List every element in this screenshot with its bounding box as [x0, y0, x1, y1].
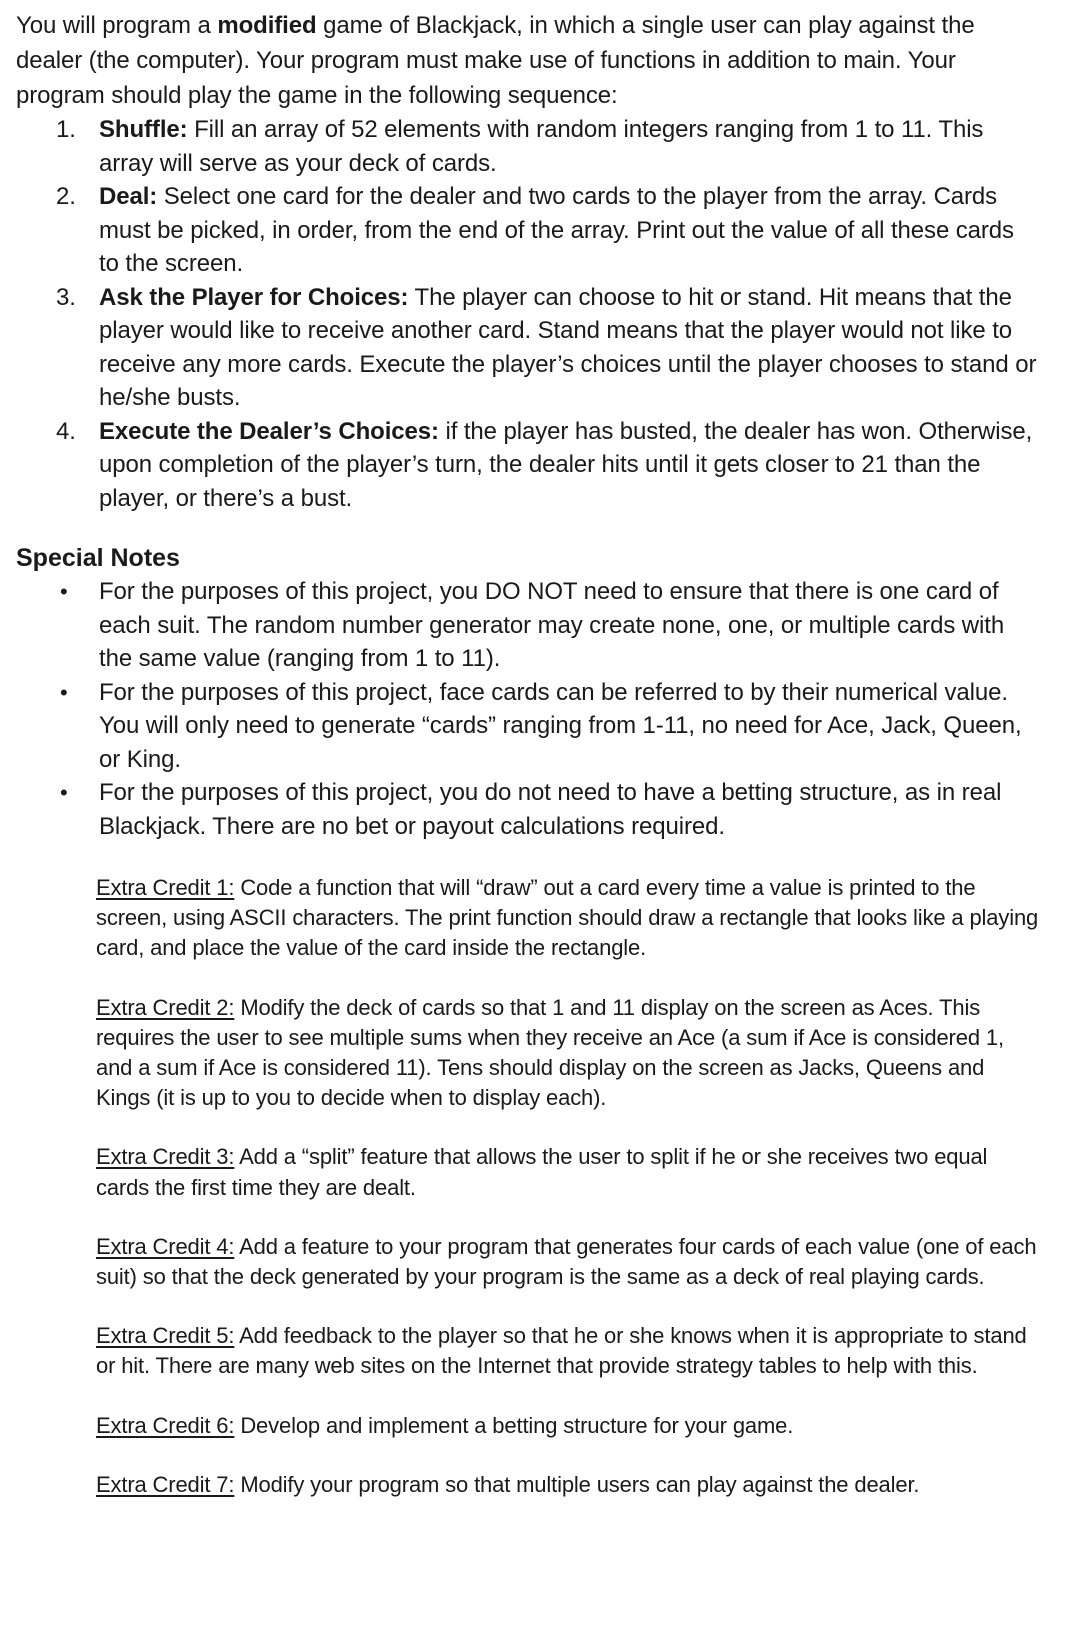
extra-credit-6: [96, 1411, 1040, 1441]
step-number: 4.: [56, 417, 76, 445]
step-term: Execute the Dealer’s Choices:: [99, 417, 439, 445]
extra-credit-text: Develop and implement a betting structure for your game.: [234, 1412, 794, 1438]
extra-credit-3: [96, 1142, 1040, 1202]
bullet-icon: •: [60, 780, 68, 805]
intro-paragraph: [16, 8, 1040, 113]
step-text: Select one card for the dealer and two cards to the player from the array. Cards must be picked, in order, from the end of the array. Print out the value of all these cards to the screen.: [99, 183, 1014, 277]
special-notes-list: [16, 575, 1040, 843]
extra-credit-label: Extra Credit 1:: [96, 875, 235, 900]
note-text: For the purposes of this project, face cards can be referred to by their numerical value. You will only need to generate “cards” ranging from 1-11, no need for Ace, Jack, Queen, or King.: [99, 678, 1022, 773]
step-term: Deal:: [99, 183, 158, 210]
extra-credit-label: Extra Credit 4:: [96, 1233, 235, 1259]
step-text: if the player has busted, the dealer has won. Otherwise, upon completion of the player’s turn, the dealer hits until it gets closer to 21 than the player, or there’s a bust.: [99, 417, 1033, 512]
note-text: For the purposes of this project, you do not need to have a betting structure, as in real Blackjack. There are no bet or payout calculations required.: [99, 779, 1002, 840]
step-text: The player can choose to hit or stand. Hit means that the player would like to receive another card. Stand means that the player would not like to receive any more cards. Execute the player’s choices until the player chooses to stand or he/she busts.: [99, 283, 1037, 411]
special-notes-heading: Special Notes: [16, 544, 180, 572]
extra-credit-4: [96, 1232, 1040, 1292]
note-item: [16, 676, 1040, 777]
intro-text-end: game of Blackjack, in which a single user can play against the dealer (the computer). Your program must make use of functions in addition to main. Your program should play the game in the following sequence:: [16, 12, 975, 109]
intro-text-start: You will program a: [16, 12, 218, 39]
extra-credit-text: Modify your program so that multiple users can play against the dealer.: [234, 1471, 920, 1497]
step-number: 3.: [56, 283, 76, 311]
extra-credit-text: Add a feature to your program that generates four cards of each value (one of each suit) so that the deck generated by your program is the same as a deck of real playing cards.: [96, 1233, 1037, 1290]
extra-credit-label: Extra Credit 3:: [96, 1144, 235, 1170]
extra-credit-5: [96, 1321, 1040, 1381]
extra-credit-1: [96, 873, 1040, 964]
step-item-shuffle: [16, 113, 1040, 180]
bullet-icon: •: [60, 579, 68, 604]
step-item-player-choices: [16, 281, 1040, 415]
step-item-deal: [16, 180, 1040, 281]
extra-credit-text: Code a function that will “draw” out a card every time a value is printed to the screen, using ASCII characters. The print function should draw a rectangle that looks like a playing card, and place the value of the card inside the rectangle.: [96, 875, 1039, 961]
note-item: [16, 575, 1040, 676]
step-term: Shuffle:: [99, 116, 188, 143]
step-number: 2.: [56, 183, 76, 210]
note-item: [16, 776, 1040, 843]
extra-credit-label: Extra Credit 7:: [96, 1471, 235, 1497]
extra-credit-label: Extra Credit 5:: [96, 1323, 235, 1349]
note-text: For the purposes of this project, you DO NOT need to ensure that there is one card of each suit. The random number generator may create none, one, or multiple cards with the same value (ranging from 1 to 11).: [99, 578, 1005, 672]
intro-bold-word: modified: [217, 12, 317, 39]
bullet-icon: •: [60, 679, 68, 705]
step-item-dealer-choices: [16, 415, 1040, 516]
extra-credit-2: [96, 993, 1040, 1114]
step-term: Ask the Player for Choices:: [99, 283, 409, 311]
extra-credit-text: Add feedback to the player so that he or she knows when it is appropriate to stand or hit. There are many web sites on the Internet that provide strategy tables to help with this.: [96, 1323, 1027, 1379]
extra-credit-label: Extra Credit 6:: [96, 1412, 235, 1438]
extra-credit-7: [96, 1470, 1040, 1500]
extra-credit-text: Add a “split” feature that allows the user to split if he or she receives two equal cards the first time they are dealt.: [96, 1144, 988, 1200]
step-number: 1.: [56, 116, 76, 143]
step-text: Fill an array of 52 elements with random integers ranging from 1 to 11. This array will serve as your deck of cards.: [99, 116, 984, 177]
game-sequence-list: [16, 113, 1040, 515]
extra-credit-label: Extra Credit 2:: [96, 994, 235, 1020]
extra-credit-section: [96, 873, 1040, 1500]
extra-credit-text: Modify the deck of cards so that 1 and 11 display on the screen as Aces. This requires the user to see multiple sums when they receive an Ace (a sum if Ace is considered 1, and a sum if Ace is considered 11). Tens should display on the screen as Jacks, Queens and Kings (it is up to you to decide when to display each).: [96, 994, 1004, 1111]
